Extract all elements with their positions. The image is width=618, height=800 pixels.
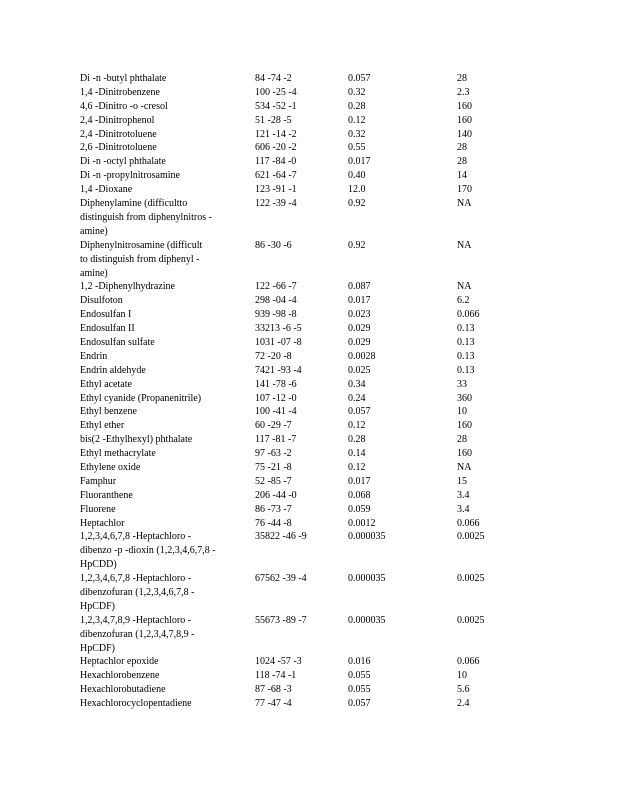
value-column-1: 0.34 bbox=[348, 378, 366, 390]
chemical-name-line: Ethylene oxide bbox=[80, 461, 141, 473]
chemical-name-line: 1,4 -Dinitrobenzene bbox=[80, 86, 160, 98]
value-column-2: 0.0025 bbox=[457, 531, 485, 543]
chemical-name bbox=[80, 128, 238, 142]
cas-number: 7421 -93 -4 bbox=[255, 364, 302, 376]
value-column-2: 14 bbox=[457, 170, 467, 182]
table-row bbox=[0, 86, 618, 100]
table-row bbox=[0, 350, 618, 364]
cas-number: 33213 -6 -5 bbox=[255, 323, 302, 335]
chemical-name bbox=[80, 169, 238, 183]
chemical-name-line: dibenzofuran (1,2,3,4,7,8,9 - bbox=[80, 628, 195, 640]
chemical-name-line: 2,6 -Dinitrotoluene bbox=[80, 142, 157, 154]
chemical-name-line: Di -n -octyl phthalate bbox=[80, 156, 166, 168]
value-column-1: 0.92 bbox=[348, 198, 366, 210]
chemical-name bbox=[80, 72, 238, 86]
value-column-2: NA bbox=[457, 461, 472, 473]
chemical-name-line: Famphur bbox=[80, 475, 117, 487]
chemical-name bbox=[80, 239, 238, 281]
value-column-1: 0.017 bbox=[348, 156, 371, 168]
chemical-name bbox=[80, 378, 238, 392]
chemical-name bbox=[80, 572, 238, 614]
value-column-2: 0.066 bbox=[457, 309, 480, 321]
value-column-2: 10 bbox=[457, 406, 467, 418]
chemical-name bbox=[80, 100, 238, 114]
cas-number: 122 -66 -7 bbox=[255, 281, 297, 293]
value-column-1: 0.057 bbox=[348, 73, 371, 84]
chemical-name-line: Endrin aldehyde bbox=[80, 364, 146, 376]
value-column-1: 0.32 bbox=[348, 128, 366, 140]
chemical-name bbox=[80, 86, 238, 100]
chemical-name-line: 1,2,3,4,7,8,9 -Heptachloro - bbox=[80, 614, 192, 626]
value-column-1: 0.087 bbox=[348, 281, 371, 293]
chemical-name bbox=[80, 475, 238, 489]
chemical-name bbox=[80, 155, 238, 169]
value-column-1: 0.029 bbox=[348, 336, 371, 348]
value-column-2: 28 bbox=[457, 156, 467, 168]
table-row bbox=[0, 419, 618, 433]
chemical-name-line: Endrin bbox=[80, 350, 108, 362]
cas-number: 298 -04 -4 bbox=[255, 295, 297, 307]
value-column-2: 360 bbox=[457, 392, 472, 404]
chemical-name bbox=[80, 114, 238, 128]
table-row bbox=[0, 141, 618, 155]
chemical-name-line: Diphenylamine (difficultto bbox=[80, 198, 188, 210]
chemical-name-line: Hexachlorobutadiene bbox=[80, 684, 166, 696]
value-column-1: 0.92 bbox=[348, 239, 366, 251]
value-column-1: 0.28 bbox=[348, 434, 366, 446]
table-row bbox=[0, 72, 618, 86]
table-row bbox=[0, 655, 618, 669]
value-column-2: 28 bbox=[457, 142, 467, 154]
chemical-name bbox=[80, 392, 238, 406]
chemical-name-line: Di -n -propylnitrosamine bbox=[80, 170, 180, 182]
value-column-1: 0.000035 bbox=[348, 614, 386, 626]
table-row bbox=[0, 183, 618, 197]
value-column-1: 0.059 bbox=[348, 503, 371, 515]
chemical-name bbox=[80, 183, 238, 197]
chemical-name-line: 1,2,3,4,6,7,8 -Heptachloro - bbox=[80, 573, 192, 585]
value-column-2: 160 bbox=[457, 100, 472, 112]
table-row bbox=[0, 378, 618, 392]
chemical-name bbox=[80, 489, 238, 503]
table-row bbox=[0, 405, 618, 419]
chemical-name bbox=[80, 294, 238, 308]
value-column-2: 33 bbox=[457, 378, 467, 390]
cas-number: 206 -44 -0 bbox=[255, 489, 297, 501]
cas-number: 1024 -57 -3 bbox=[255, 656, 302, 668]
table-row bbox=[0, 433, 618, 447]
chemical-name bbox=[80, 517, 238, 531]
value-column-1: 0.24 bbox=[348, 392, 366, 404]
value-column-1: 0.14 bbox=[348, 448, 366, 460]
value-column-2: 6.2 bbox=[457, 295, 470, 307]
value-column-2: 170 bbox=[457, 184, 472, 196]
chemical-name bbox=[80, 655, 238, 669]
cas-number: 72 -20 -8 bbox=[255, 350, 292, 362]
chemical-name bbox=[80, 419, 238, 433]
table-row bbox=[0, 294, 618, 308]
table-row bbox=[0, 669, 618, 683]
table-row bbox=[0, 155, 618, 169]
cas-number: 77 -47 -4 bbox=[255, 698, 292, 710]
chemical-name-line: HpCDD) bbox=[80, 559, 117, 571]
value-column-1: 0.12 bbox=[348, 420, 366, 432]
value-column-1: 0.12 bbox=[348, 114, 366, 126]
chemical-name-line: 1,2,3,4,6,7,8 -Heptachloro - bbox=[80, 531, 192, 543]
cas-number: 84 -74 -2 bbox=[255, 73, 292, 84]
chemical-name-line: Fluoranthene bbox=[80, 489, 133, 501]
chemical-table bbox=[0, 72, 618, 711]
value-column-1: 0.12 bbox=[348, 461, 366, 473]
cas-number: 100 -41 -4 bbox=[255, 406, 297, 418]
cas-number: 121 -14 -2 bbox=[255, 128, 297, 140]
cas-number: 939 -98 -8 bbox=[255, 309, 297, 321]
chemical-name-line: Ethyl methacrylate bbox=[80, 448, 156, 460]
chemical-name-line: Fluorene bbox=[80, 503, 116, 515]
chemical-name bbox=[80, 322, 238, 336]
value-column-1: 0.025 bbox=[348, 364, 371, 376]
chemical-name-line: bis(2 -Ethylhexyl) phthalate bbox=[80, 434, 193, 446]
value-column-2: NA bbox=[457, 198, 472, 210]
value-column-2: 0.13 bbox=[457, 350, 475, 362]
cas-number: 117 -84 -0 bbox=[255, 156, 297, 168]
table-row bbox=[0, 100, 618, 114]
value-column-2: 15 bbox=[457, 475, 467, 487]
chemical-name-line: Di -n -butyl phthalate bbox=[80, 73, 167, 84]
value-column-2: 0.13 bbox=[457, 323, 475, 335]
cas-number: 75 -21 -8 bbox=[255, 461, 292, 473]
chemical-name bbox=[80, 669, 238, 683]
chemical-name-line: Ethyl cyanide (Propanenitrile) bbox=[80, 392, 202, 404]
chemical-name-line: amine) bbox=[80, 267, 108, 279]
value-column-2: 160 bbox=[457, 114, 472, 126]
chemical-name-line: Ethyl acetate bbox=[80, 378, 132, 390]
chemical-name-line: HpCDF) bbox=[80, 600, 116, 612]
chemical-name bbox=[80, 141, 238, 155]
value-column-2: 160 bbox=[457, 448, 472, 460]
cas-number: 86 -73 -7 bbox=[255, 503, 292, 515]
value-column-2: 3.4 bbox=[457, 503, 470, 515]
value-column-1: 0.016 bbox=[348, 656, 371, 668]
value-column-2: 10 bbox=[457, 670, 467, 682]
chemical-name bbox=[80, 308, 238, 322]
chemical-name-line: Ethyl benzene bbox=[80, 406, 137, 418]
value-column-2: NA bbox=[457, 281, 472, 293]
table-row bbox=[0, 683, 618, 697]
cas-number: 87 -68 -3 bbox=[255, 684, 292, 696]
cas-number: 107 -12 -0 bbox=[255, 392, 297, 404]
cas-number: 118 -74 -1 bbox=[255, 670, 297, 682]
chemical-name-line: Endosulfan I bbox=[80, 309, 132, 321]
table-row bbox=[0, 197, 618, 239]
value-column-1: 0.0028 bbox=[348, 350, 376, 362]
value-column-1: 0.0012 bbox=[348, 517, 376, 529]
value-column-2: 2.4 bbox=[457, 698, 470, 710]
chemical-name bbox=[80, 433, 238, 447]
cas-number: 60 -29 -7 bbox=[255, 420, 292, 432]
table-row bbox=[0, 169, 618, 183]
table-row bbox=[0, 336, 618, 350]
cas-number: 52 -85 -7 bbox=[255, 475, 292, 487]
cas-number: 97 -63 -2 bbox=[255, 448, 292, 460]
value-column-2: 140 bbox=[457, 128, 472, 140]
value-column-2: NA bbox=[457, 239, 472, 251]
cas-number: 1031 -07 -8 bbox=[255, 336, 302, 348]
value-column-2: 28 bbox=[457, 434, 467, 446]
table-row bbox=[0, 475, 618, 489]
table-row bbox=[0, 364, 618, 378]
value-column-2: 0.066 bbox=[457, 656, 480, 668]
table-row bbox=[0, 239, 618, 281]
chemical-name-line: Hexachlorobenzene bbox=[80, 670, 160, 682]
table-row bbox=[0, 128, 618, 142]
value-column-2: 0.066 bbox=[457, 517, 480, 529]
value-column-1: 0.40 bbox=[348, 170, 366, 182]
cas-number: 621 -64 -7 bbox=[255, 170, 297, 182]
chemical-name bbox=[80, 197, 238, 239]
cas-number: 51 -28 -5 bbox=[255, 114, 292, 126]
chemical-name-line: 4,6 -Dinitro -o -cresol bbox=[80, 100, 168, 112]
value-column-2: 0.13 bbox=[457, 364, 475, 376]
value-column-1: 0.000035 bbox=[348, 573, 386, 585]
value-column-1: 0.068 bbox=[348, 489, 371, 501]
chemical-name-line: 1,4 -Dioxane bbox=[80, 184, 133, 196]
value-column-2: 2.3 bbox=[457, 86, 470, 98]
cas-number: 100 -25 -4 bbox=[255, 86, 297, 98]
value-column-2: 0.0025 bbox=[457, 614, 485, 626]
chemical-name-line: Diphenylnitrosamine (difficult bbox=[80, 239, 203, 251]
chemical-name-line: Heptachlor epoxide bbox=[80, 656, 159, 668]
cas-number: 123 -91 -1 bbox=[255, 184, 297, 196]
value-column-1: 0.023 bbox=[348, 309, 371, 321]
chemical-name bbox=[80, 405, 238, 419]
cas-number: 67562 -39 -4 bbox=[255, 573, 307, 585]
value-column-2: 160 bbox=[457, 420, 472, 432]
chemical-name-line: amine) bbox=[80, 225, 108, 237]
chemical-name-line: Endosulfan II bbox=[80, 323, 135, 335]
table-row bbox=[0, 114, 618, 128]
chemical-name-line: 1,2 -Diphenylhydrazine bbox=[80, 281, 175, 293]
chemical-name-line: to distinguish from diphenyl - bbox=[80, 253, 200, 265]
cas-number: 117 -81 -7 bbox=[255, 434, 297, 446]
chemical-name bbox=[80, 503, 238, 517]
cas-number: 55673 -89 -7 bbox=[255, 614, 307, 626]
chemical-name-line: Ethyl ether bbox=[80, 420, 125, 432]
chemical-name bbox=[80, 461, 238, 475]
value-column-1: 0.057 bbox=[348, 698, 371, 710]
table-row bbox=[0, 322, 618, 336]
chemical-name bbox=[80, 683, 238, 697]
chemical-name bbox=[80, 350, 238, 364]
value-column-1: 0.28 bbox=[348, 100, 366, 112]
chemical-name bbox=[80, 364, 238, 378]
table-row bbox=[0, 308, 618, 322]
cas-number: 35822 -46 -9 bbox=[255, 531, 307, 543]
chemical-name-line: 2,4 -Dinitrophenol bbox=[80, 114, 155, 126]
table-row bbox=[0, 503, 618, 517]
value-column-1: 0.017 bbox=[348, 295, 371, 307]
table-row bbox=[0, 461, 618, 475]
table-row bbox=[0, 489, 618, 503]
cas-number: 122 -39 -4 bbox=[255, 198, 297, 210]
table-row bbox=[0, 614, 618, 656]
chemical-name bbox=[80, 614, 238, 656]
chemical-name-line: dibenzofuran (1,2,3,4,6,7,8 - bbox=[80, 587, 195, 599]
table-row bbox=[0, 447, 618, 461]
value-column-1: 0.000035 bbox=[348, 531, 386, 543]
chemical-name-line: HpCDF) bbox=[80, 642, 116, 654]
chemical-name bbox=[80, 447, 238, 461]
value-column-1: 0.029 bbox=[348, 323, 371, 335]
table-row bbox=[0, 517, 618, 531]
cas-number: 86 -30 -6 bbox=[255, 239, 292, 251]
value-column-2: 28 bbox=[457, 73, 467, 84]
value-column-2: 0.0025 bbox=[457, 573, 485, 585]
cas-number: 534 -52 -1 bbox=[255, 100, 297, 112]
value-column-2: 0.13 bbox=[457, 336, 475, 348]
cas-number: 606 -20 -2 bbox=[255, 142, 297, 154]
chemical-name-line: distinguish from diphenylnitros - bbox=[80, 211, 212, 223]
value-column-1: 0.55 bbox=[348, 142, 366, 154]
chemical-name bbox=[80, 336, 238, 350]
chemical-name-line: dibenzo -p -dioxin (1,2,3,4,6,7,8 - bbox=[80, 545, 216, 557]
table-row bbox=[0, 697, 618, 711]
table-row bbox=[0, 280, 618, 294]
cas-number: 76 -44 -8 bbox=[255, 517, 292, 529]
value-column-1: 0.057 bbox=[348, 406, 371, 418]
value-column-2: 3.4 bbox=[457, 489, 470, 501]
cas-number: 141 -78 -6 bbox=[255, 378, 297, 390]
value-column-1: 0.32 bbox=[348, 86, 366, 98]
chemical-name-line: Hexachlorocyclopentadiene bbox=[80, 698, 192, 710]
chemical-name bbox=[80, 280, 238, 294]
chemical-name bbox=[80, 530, 238, 572]
value-column-1: 0.055 bbox=[348, 684, 371, 696]
chemical-name-line: Endosulfan sulfate bbox=[80, 336, 155, 348]
table-row bbox=[0, 572, 618, 614]
chemical-name bbox=[80, 697, 238, 711]
table-row bbox=[0, 392, 618, 406]
chemical-name-line: 2,4 -Dinitrotoluene bbox=[80, 128, 157, 140]
value-column-2: 5.6 bbox=[457, 684, 470, 696]
value-column-1: 0.017 bbox=[348, 475, 371, 487]
chemical-name-line: Disulfoton bbox=[80, 295, 123, 307]
value-column-1: 12.0 bbox=[348, 184, 366, 196]
table-row bbox=[0, 530, 618, 572]
chemical-name-line: Heptachlor bbox=[80, 517, 125, 529]
value-column-1: 0.055 bbox=[348, 670, 371, 682]
